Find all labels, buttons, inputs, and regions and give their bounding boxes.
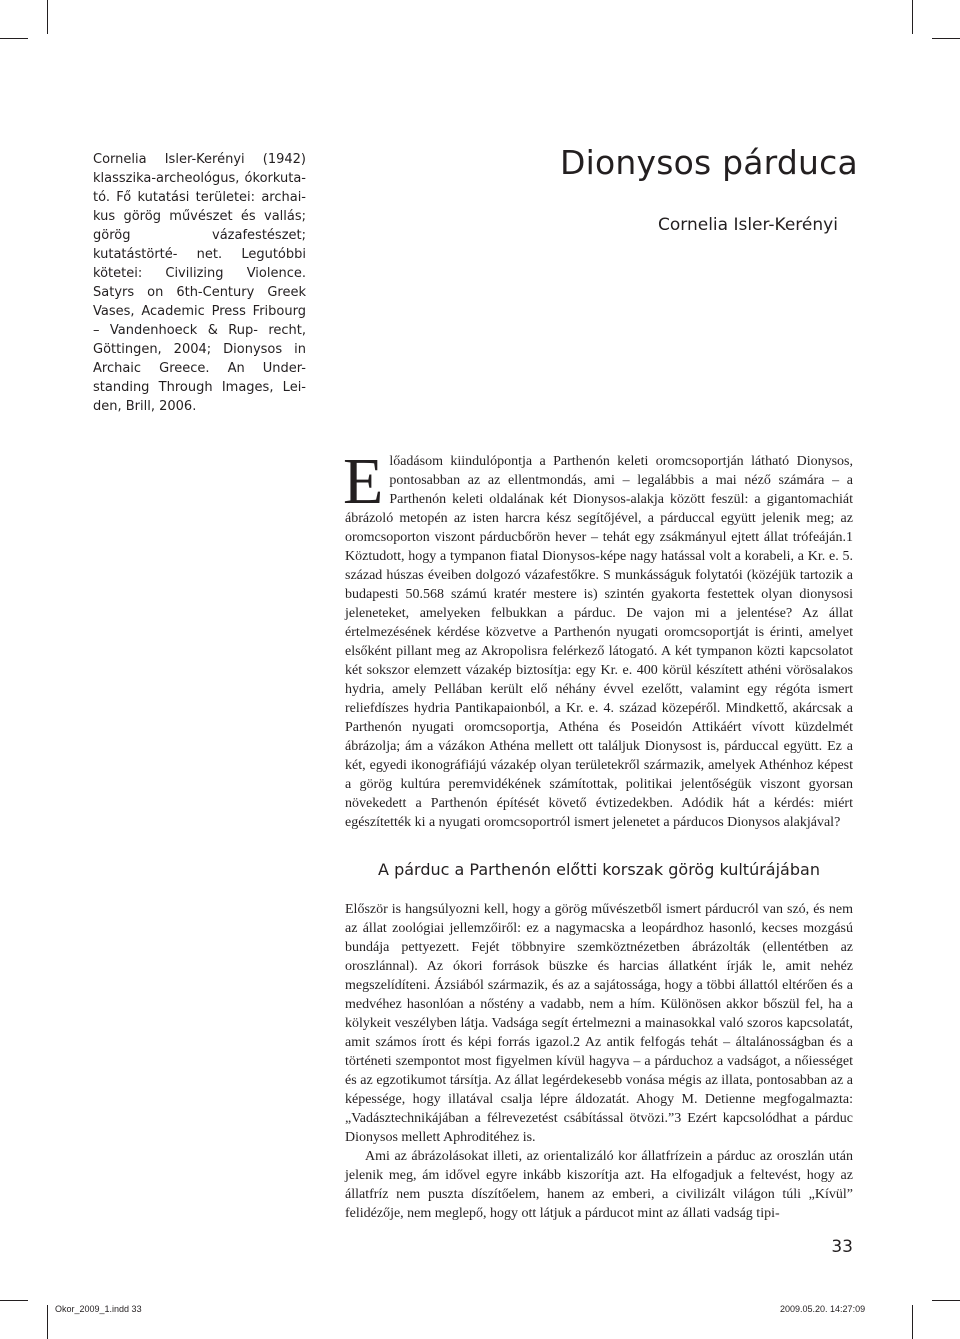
crop-mark-bottom-right-horizontal (932, 1300, 960, 1301)
body-paragraph: Ami az ábrázolásokat illeti, az orientalizáló kor állatfrízein a párduc az oroszlán után jelenik meg, ám idővel egyre inkább kiszorítja azt. Ha elfogadjuk a feltevést, hogy az állatfríz nem puszta díszítőelem, hanem az emberi, a civilizált világon túli „Kívül” felidézője, nem meglepő, hogy ott látjuk a párducot mint az állati vadság tipi- (345, 1149, 853, 1221)
bio-line: Violence. Satyrs on 6th-Century (93, 266, 306, 300)
slug-filename: Okor_2009_1.indd 33 (55, 1304, 142, 1314)
page-number: 33 (831, 1237, 853, 1257)
section-heading: A párduc a Parthenón előtti korszak görög kultúrájában (378, 860, 820, 879)
bio-line: Greek Vases, Academic Press (93, 285, 306, 319)
intro-paragraph (343, 445, 853, 832)
bio-line: den, Brill, 2006. (93, 399, 197, 414)
bio-line: in Archaic Greece. An Under- (93, 342, 306, 376)
bio-line: tó. Fő kutatási területei: archai- (93, 190, 306, 205)
bio-line: klasszika-archeológus, ókorkuta- (93, 171, 306, 186)
drop-cap: E (343, 445, 384, 518)
crop-mark-bottom-left-horizontal (0, 1300, 28, 1301)
author-bio-text (93, 150, 306, 416)
crop-mark-top-left-horizontal (0, 38, 28, 39)
author-bio-sidebar (93, 150, 306, 416)
bio-line: standing Through Images, Lei- (93, 380, 306, 395)
bio-line: recht, Göttingen, 2004; Dionysos (93, 323, 306, 357)
slug-timestamp: 2009.05.20. 14:27:09 (780, 1304, 866, 1314)
article-title: Dionysos párduca (560, 143, 858, 182)
crop-mark-bottom-right-vertical (912, 1305, 913, 1339)
intro-text: lőadásom kiindulópontja a Parthenón keleti oromcsoportján látható Dionysos, pontosabban az az ellentmondás, ami – legalábbis a mai néző számára – a Parthenón keleti oldalának két Dionysos-alakja között feszül: a gigantomachiát ábrázoló metopén az isten harcra kész segítőjével, a párduccal együtt jelenik meg; az oromcsoporton viszont párducbőrön hever – tehát egy zsákmányul ejtett állat trófeáján.1 Köztudott, hogy a tympanon fiatal Dionysos-képe nagy hatással volt a korabeli, a Kr. e. 5. század húszas éveiben dolgozó vázafestőkre. S munkásságuk folytatói (közéjük tartozik a budapesti 50.568 számú kratér mestere is) szintén gyakorta festettek olyan dionysosi jeleneteket, amelyeken felbukkan a párduc. De vajon mi a jelentése? Az állat értelmezésének kérdése közvetve a Parthenón nyugati oromcsoportját is érinti, amelyet elsőként pillant meg az Akropolisra felérkező látogató. A két tympanon közti kapcsolatot két sokszor elemzett vázakép biztosítja: egy Kr. e. 400 körül készített athéni vörösalakos hydria, amely Pellában került elő néhány évvel ezelőtt, valamint egy régóta ismert reliefdíszes hydria Pantikapaionból, a Kr. e. 4. század közepéről. Mindkettő, akárcsak a Parthenón nyugati oromcsoportja, Athéna és Poseidón Attikáért vívott küzdelmét ábrázolja; ám a vázákon Athéna mellett ott találjuk Dionysost is, párduccal együtt. Ez a két, egyedi ikonográfiájú vázakép olyan területekről származik, amelyek Athénhoz képest a görög kultúra peremvidékének számítottak, politikai jelentőségük viszont gyorsan növekedett a Parthenón építését követő évtizedekben. Adódik hát a kérdés: miért egészítették ki a nyugati oromcsoportról ismert jelenetet a párducos Dionysos alakjával? (345, 454, 853, 830)
bio-line: Fribourg – Vandenhoeck & Rup- (93, 304, 306, 338)
crop-mark-bottom-left-vertical (47, 1305, 48, 1339)
crop-mark-top-right-vertical (912, 0, 913, 34)
bio-line: kus görög művészet és vallás; (93, 209, 306, 224)
bio-line: net. Legutóbbi kötetei: Civilizing (93, 247, 306, 281)
crop-mark-top-right-horizontal (932, 38, 960, 39)
crop-mark-top-left-vertical (47, 0, 48, 34)
bio-line: Cornelia Isler-Kerényi (1942) (93, 152, 306, 167)
bio-line: görög vázafestészet; kutatástörté- (93, 228, 306, 262)
section-body (345, 900, 853, 1223)
article-author: Cornelia Isler-Kerényi (658, 215, 838, 235)
body-paragraph: Először is hangsúlyozni kell, hogy a görög művészetből ismert párducról van szó, és nem az állat zoológiai jellemzőiről: ez a nagymacska a leopárdhoz hasonló, kecses mozgású bundája pettyezett. Fejét többnyire szemköztnézetben ábrázolták (ellentétben az oroszlánnal). Az ókori források büszke és harcias állatként írják le, amit nehéz megszelídíteni. Ázsiából származik, és az a sajátossága, hogy a többi állattól eltérően és a medvéhez hasonlóan a nőstény a vadabb, nem a hím. Különösen akkor bőszül fel, ha a kölykeit veszélyben látja. Vadsága segít értelmezni a mainasokkal való szoros kapcsolatát, amit számos írott és képi forrás igazol.2 Az antik felfogás tehát – általánosságban és a történeti szempontot most figyelmen kívül hagyva – a párduchoz a vadságot, a nőiességet és az egzotikumot társítja. Az állat legérdekesebb vonása mégis az illata, pontosabban az a képessége, hogy illatával csalja lépre áldozatát. Ahogy M. Detienne megfogalmazta: „Vadásztechnikájában a félrevezetést csábítással ötvözi.”3 Ezért kapcsolódhat a párduc Dionysos mellett Aphroditéhez is. (345, 902, 853, 1145)
